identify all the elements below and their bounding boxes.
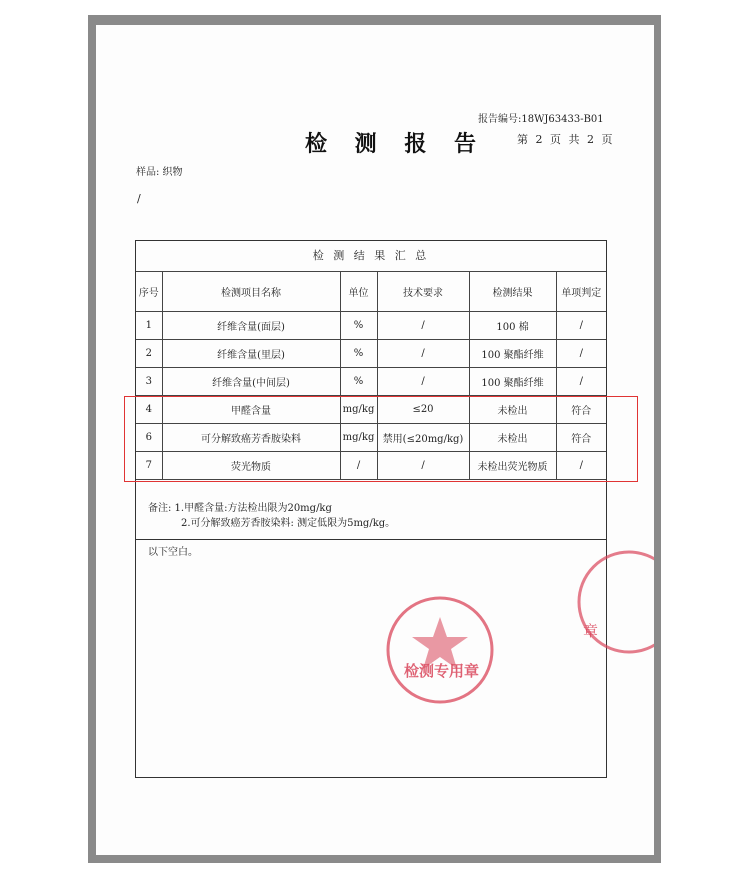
seal-text: 检测专用章 — [404, 662, 480, 680]
table-cell: / — [377, 368, 469, 396]
results-table — [135, 240, 607, 778]
table-cell: / — [556, 368, 606, 396]
table-cell: / — [556, 312, 606, 340]
table-cell: 100 聚酯纤维 — [469, 340, 556, 368]
table-cell: 纤维含量(中间层) — [162, 368, 340, 396]
table-cell: 甲醛含量 — [162, 396, 340, 424]
table-cell: mg/kg — [340, 424, 377, 452]
table-cell: 可分解致癌芳香胺染料 — [162, 424, 340, 452]
table-cell: / — [377, 452, 469, 480]
table-cell: 6 — [136, 424, 162, 452]
col-header: 技术要求 — [377, 272, 469, 312]
table-cell: / — [377, 340, 469, 368]
highlight-box — [124, 396, 638, 482]
col-header: 检测结果 — [469, 272, 556, 312]
table-header-row — [136, 272, 606, 312]
report-number: 报告编号:18WJ63433-B01 — [478, 114, 604, 125]
sample-slash: / — [137, 192, 141, 205]
table-cell: / — [340, 452, 377, 480]
col-header: 检测项目名称 — [162, 272, 340, 312]
table-cell: 100 棉 — [469, 312, 556, 340]
table-cell: 100 聚酯纤维 — [469, 368, 556, 396]
table-cell: / — [556, 452, 606, 480]
table-cell: 1 — [136, 312, 162, 340]
page-number: 第 2 页 共 2 页 — [517, 133, 615, 146]
inspection-seal — [380, 595, 500, 705]
table-cell: 未检出 — [469, 396, 556, 424]
table-cell: mg/kg — [340, 396, 377, 424]
blank-below-text: 以下空白。 — [148, 547, 198, 558]
table-cell: 符合 — [556, 396, 606, 424]
table-cell: 纤维含量(里层) — [162, 340, 340, 368]
table-cell: 3 — [136, 368, 162, 396]
table-cell: % — [340, 368, 377, 396]
report-title: 检 测 报 告 — [305, 131, 486, 157]
side-seal — [574, 542, 654, 662]
table-cell: 未检出 — [469, 424, 556, 452]
col-header: 单位 — [340, 272, 377, 312]
table-cell: / — [556, 340, 606, 368]
table-row — [136, 340, 606, 368]
col-header: 单项判定 — [556, 272, 606, 312]
table-cell: 纤维含量(面层) — [162, 312, 340, 340]
note-line-1: 备注: 1.甲醛含量:方法检出限为20mg/kg — [148, 503, 332, 514]
table-cell: 禁用(≤20mg/kg) — [377, 424, 469, 452]
table-row — [136, 312, 606, 340]
table-cell: 2 — [136, 340, 162, 368]
table-cell: 4 — [136, 396, 162, 424]
side-seal-text: 章 — [583, 622, 599, 640]
table-cell: 荧光物质 — [162, 452, 340, 480]
table-cell: ≤20 — [377, 396, 469, 424]
table-title: 检 测 结 果 汇 总 — [136, 241, 606, 272]
table-cell: 符合 — [556, 424, 606, 452]
note-line-2: 2.可分解致癌芳香胺染料: 测定低限为5mg/kg。 — [181, 518, 396, 529]
table-cell: / — [377, 312, 469, 340]
table-cell: % — [340, 340, 377, 368]
table-cell: % — [340, 312, 377, 340]
table-cell: 7 — [136, 452, 162, 480]
table-row — [136, 368, 606, 396]
col-header: 序号 — [136, 272, 162, 312]
sample-label: 样品: 织物 — [136, 167, 183, 178]
table-cell: 未检出荧光物质 — [469, 452, 556, 480]
